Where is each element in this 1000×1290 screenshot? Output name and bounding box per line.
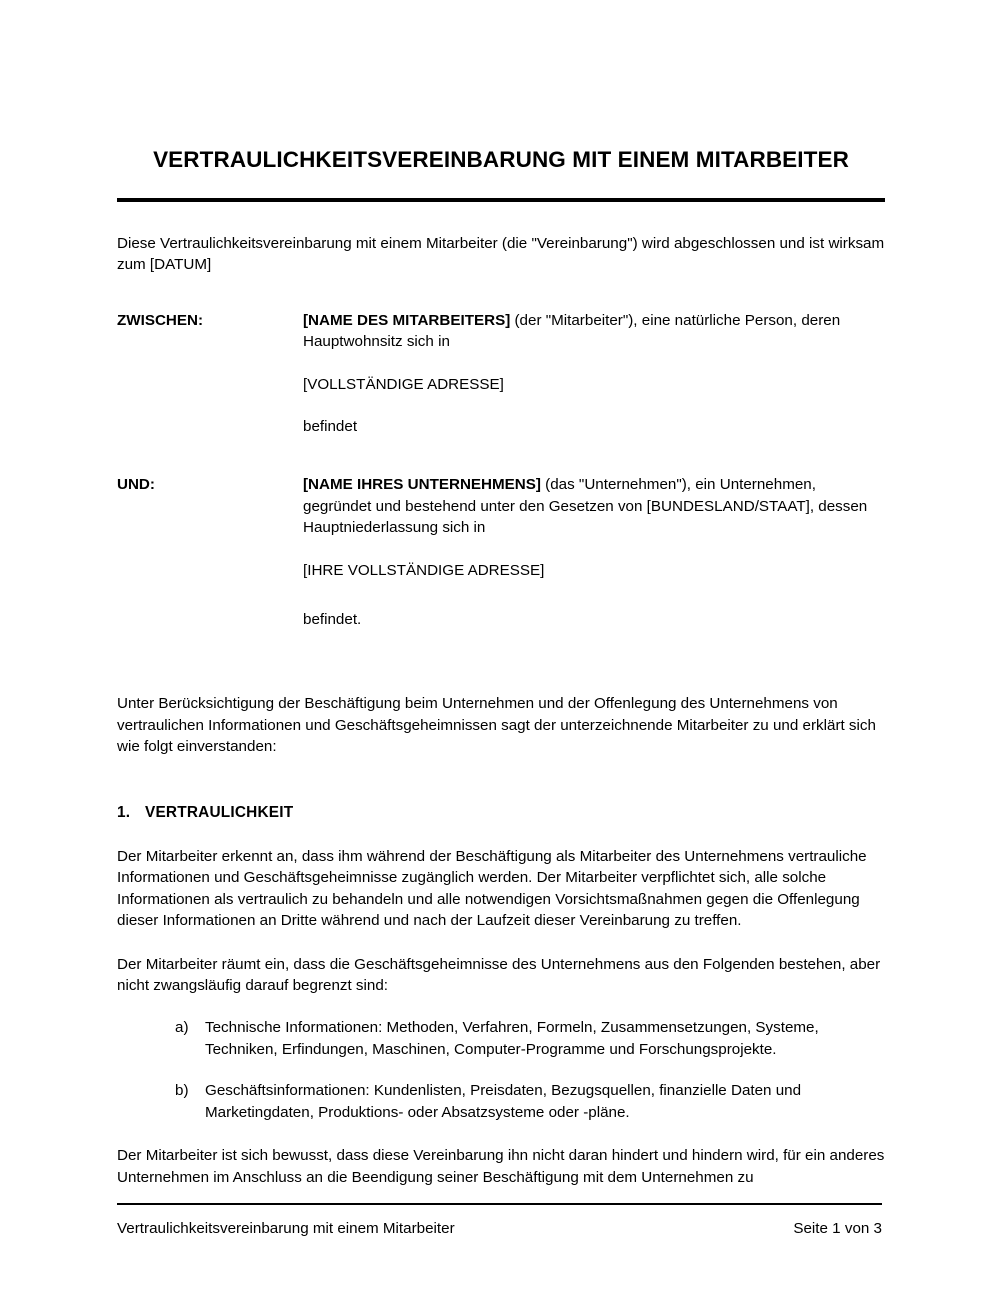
section-paragraph-2: Der Mitarbeiter räumt ein, dass die Geschäftsgeheimnisse des Unternehmens aus den Folgenden bestehen, aber nicht zwangsläufig darauf begrenzt sind: [117,955,881,995]
page-footer [117,1203,882,1239]
employee-closing: befindet [303,418,358,436]
list-marker-a: a) [175,1019,189,1037]
party-lead-employee [303,310,885,353]
section-paragraph-3: Der Mitarbeiter ist sich bewusst, dass diese Vereinbarung ihn nicht daran hindert und hindern wird, für ein anderes Unternehmen im Anschluss an die Beendigung seiner Beschäftigung mit dem Unternehmen zu [117,1147,885,1186]
page-title: VERTRAULICHKEITSVEREINBARUNG MIT EINEM MITARBEITER [153,147,849,172]
list-item [117,1017,885,1060]
party-body-employee [303,310,885,438]
section-heading-vertraulichkeit [117,802,885,824]
document-content [117,0,885,1189]
employee-name-placeholder: [NAME DES MITARBEITERS] [303,311,511,329]
section-title: VERTRAULICHKEIT [145,803,294,821]
party-label-und: UND: [117,476,155,494]
intro-paragraph: Diese Vertraulichkeitsvereinbarung mit einem Mitarbeiter (die "Vereinbarung") wird abgeschlossen und ist wirksam zum [DATUM] [117,234,885,274]
footer-row [117,1219,882,1239]
company-name-placeholder: [NAME IHRES UNTERNEHMENS] [303,476,541,494]
section-number: 1. [117,803,131,821]
section-paragraph-1: Der Mitarbeiter erkennt an, dass ihm während der Beschäftigung als Mitarbeiter des Unternehmens vertrauliche Informationen und Geschäftsgeheimnisse zugänglich werden. Der Mitarbeiter verpflichtet sich, alle solche Informationen als vertraulich zu behandeln und alle notwendigen Vorsichtsmaßnahmen gegen die Offenlegung dieser Informationen an Dritte während und nach der Laufzeit dieser Vereinbarung zu treffen. [117,847,867,930]
list-text-b: Geschäftsinformationen: Kundenlisten, Preisdaten, Bezugsquellen, finanzielle Daten und Marketingdaten, Produktions- oder Absatzsysteme oder -pläne. [205,1082,802,1121]
employee-lead-rest: (der "Mitarbeiter"), eine natürliche Person, deren Hauptwohnsitz sich in [303,311,841,351]
party-body-company [303,474,885,631]
company-lead-rest: (das "Unternehmen"), ein Unternehmen, gegründet und bestehend unter den Gesetzen von [BUNDESLAND/STAAT], dessen Hauptniederlassung sich in [303,476,868,537]
list-text-a: Technische Informationen: Methoden, Verfahren, Formeln, Zusammensetzungen, Systeme, Techniken, Erfindungen, Maschinen, Computer-Programme und Forschungsprojekte. [205,1019,819,1058]
footer-divider [117,1203,882,1205]
confidentiality-list [117,1017,885,1123]
title-divider [117,198,885,202]
party-lead-company [303,474,885,539]
footer-page-number: Seite 1 von 3 [793,1220,882,1237]
company-address-placeholder: [IHRE VOLLSTÄNDIGE ADRESSE] [303,561,545,579]
party-block-employee [117,310,885,438]
list-marker-b: b) [175,1082,189,1100]
footer-document-name: Vertraulichkeitsvereinbarung mit einem Mitarbeiter [117,1220,455,1237]
company-closing: befindet. [303,611,362,629]
recitals-paragraph: Unter Berücksichtigung der Beschäftigung beim Unternehmen und der Offenlegung des Unternehmens von vertraulichen Informationen und Geschäftsgeheimnissen sagt der unterzeichnende Mitarbeiter zu und erklärt sich wie folgt einverstanden: [117,694,876,756]
employee-address-placeholder: [VOLLSTÄNDIGE ADRESSE] [303,375,504,393]
party-label-zwischen: ZWISCHEN: [117,311,204,329]
list-item [117,1080,885,1123]
party-block-company [117,474,885,631]
